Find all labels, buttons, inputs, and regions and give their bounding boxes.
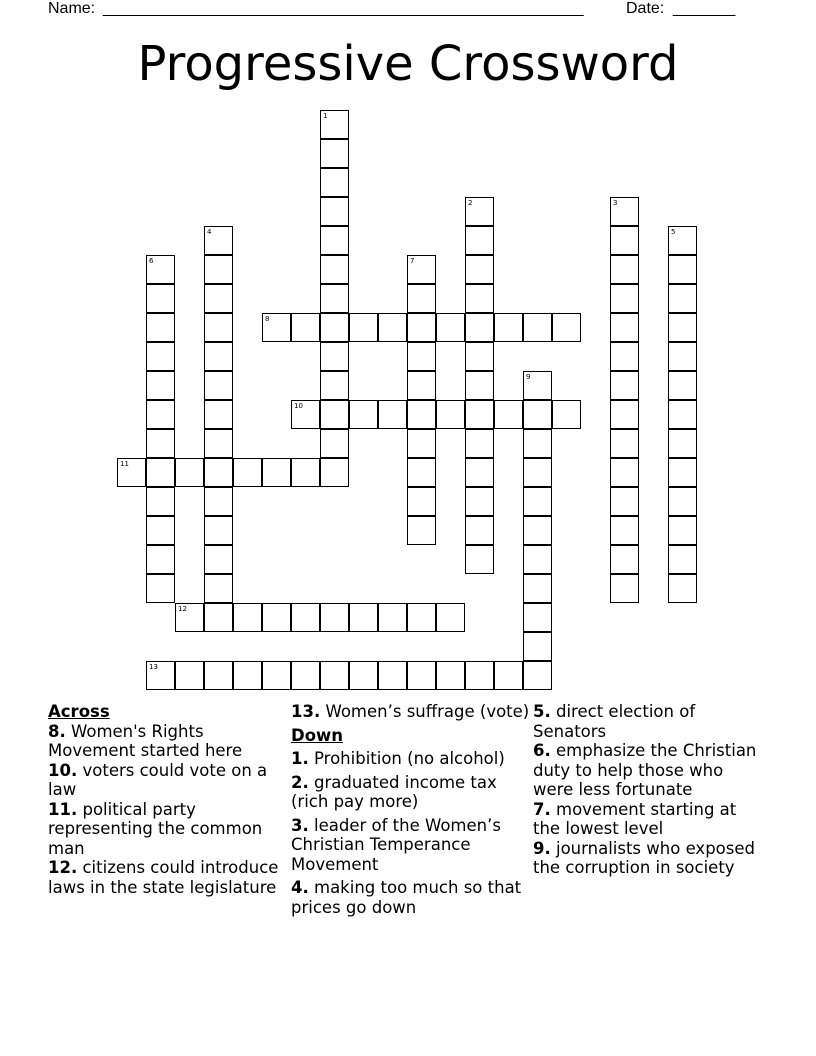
grid-cell[interactable] (349, 661, 378, 690)
grid-cell[interactable] (320, 168, 349, 197)
grid-cell[interactable] (175, 661, 204, 690)
grid-cell[interactable] (610, 400, 639, 429)
grid-cell[interactable] (204, 603, 233, 632)
grid-cell[interactable] (233, 661, 262, 690)
grid-cell[interactable] (668, 313, 697, 342)
clue-across-11: 11. political party representing the common man (48, 799, 263, 858)
grid-cell[interactable] (146, 284, 175, 313)
grid-cell[interactable] (668, 284, 697, 313)
grid-cell[interactable] (378, 603, 407, 632)
clue-number: 2 (468, 199, 473, 207)
date-label: Date: (626, 0, 665, 17)
date-field[interactable]: _______ (673, 0, 736, 17)
clue-down-2: 2. graduated income tax (rich pay more) (291, 772, 497, 811)
grid-cell[interactable] (668, 487, 697, 516)
grid-cell[interactable] (262, 458, 291, 487)
grid-cell[interactable] (523, 603, 552, 632)
grid-cell[interactable] (668, 545, 697, 574)
clue-number: 7 (410, 257, 415, 265)
across-clues-column-1 (48, 702, 288, 897)
clue-down-4: 4. making too much so that prices go down (291, 878, 522, 917)
grid-cell[interactable] (552, 400, 581, 429)
grid-cell[interactable] (436, 603, 465, 632)
grid-cell[interactable] (610, 545, 639, 574)
clue-across-12: 12. citizens could introduce laws in the state legislature (48, 858, 279, 897)
grid-cell[interactable] (204, 661, 233, 690)
grid-cell[interactable] (320, 255, 349, 284)
grid-cell[interactable] (146, 545, 175, 574)
grid-cell[interactable] (233, 458, 262, 487)
grid-cell[interactable] (146, 313, 175, 342)
clue-across-10: 10. voters could vote on a law (48, 760, 268, 799)
grid-cell[interactable] (204, 400, 233, 429)
grid-cell[interactable] (407, 313, 436, 342)
grid-cell[interactable] (291, 400, 320, 429)
clues-column-3 (533, 702, 768, 878)
grid-cell[interactable] (407, 371, 436, 400)
clue-number: 3 (613, 199, 618, 207)
grid-cell[interactable] (146, 429, 175, 458)
clue-across-8: 8. Women's Rights Movement started here (48, 721, 243, 760)
grid-cell[interactable] (465, 313, 494, 342)
grid-cell[interactable] (175, 458, 204, 487)
grid-cell[interactable] (204, 429, 233, 458)
grid-cell[interactable] (465, 458, 494, 487)
grid-cell[interactable] (610, 255, 639, 284)
grid-cell[interactable] (465, 371, 494, 400)
clue-down-3: 3. leader of the Women’s Christian Temperance Movement (291, 815, 501, 874)
grid-cell[interactable] (610, 313, 639, 342)
grid-cell[interactable] (146, 371, 175, 400)
grid-cell[interactable] (407, 284, 436, 313)
clue-down-1: 1. Prohibition (no alcohol) (291, 749, 505, 768)
grid-cell[interactable] (407, 458, 436, 487)
across-heading: Across (48, 702, 110, 721)
grid-cell[interactable] (204, 313, 233, 342)
grid-cell[interactable] (668, 255, 697, 284)
grid-cell[interactable] (378, 400, 407, 429)
grid-cell[interactable] (465, 400, 494, 429)
grid-cell[interactable] (407, 429, 436, 458)
grid-cell[interactable] (204, 545, 233, 574)
grid-cell[interactable] (291, 603, 320, 632)
clue-number: 10 (294, 402, 303, 410)
grid-cell[interactable] (494, 400, 523, 429)
grid-cell[interactable] (291, 458, 320, 487)
grid-cell[interactable] (320, 400, 349, 429)
grid-cell[interactable] (262, 661, 291, 690)
grid-cell[interactable] (320, 661, 349, 690)
clue-down-7: 7. movement starting at the lowest level (533, 799, 737, 838)
grid-cell[interactable] (436, 313, 465, 342)
grid-cell[interactable] (407, 400, 436, 429)
grid-cell[interactable] (117, 458, 146, 487)
grid-cell[interactable] (610, 284, 639, 313)
grid-cell[interactable] (523, 313, 552, 342)
grid-cell[interactable] (523, 516, 552, 545)
grid-cell[interactable] (204, 342, 233, 371)
grid-cell[interactable] (610, 458, 639, 487)
grid-cell[interactable] (610, 574, 639, 603)
grid-cell[interactable] (610, 197, 639, 226)
clue-number: 12 (178, 605, 187, 613)
grid-cell[interactable] (146, 516, 175, 545)
grid-cell[interactable] (320, 284, 349, 313)
grid-cell[interactable] (349, 603, 378, 632)
grid-cell[interactable] (291, 313, 320, 342)
grid-cell[interactable] (668, 342, 697, 371)
grid-cell[interactable] (407, 661, 436, 690)
grid-cell[interactable] (436, 400, 465, 429)
grid-cell[interactable] (552, 313, 581, 342)
grid-cell[interactable] (407, 487, 436, 516)
grid-cell[interactable] (523, 661, 552, 690)
grid-cell[interactable] (465, 661, 494, 690)
grid-cell[interactable] (146, 400, 175, 429)
grid-cell[interactable] (320, 371, 349, 400)
grid-cell[interactable] (610, 487, 639, 516)
clues-column-2 (291, 702, 531, 917)
grid-cell[interactable] (523, 545, 552, 574)
clue-across-13: 13. Women’s suffrage (vote) (291, 702, 530, 721)
grid-cell[interactable] (610, 516, 639, 545)
down-heading: Down (291, 725, 344, 745)
page-title: Progressive Crossword (137, 36, 679, 92)
grid-cell[interactable] (146, 574, 175, 603)
grid-cell[interactable] (465, 429, 494, 458)
clue-number: 9 (526, 373, 531, 381)
grid-cell[interactable] (146, 487, 175, 516)
grid-cell[interactable] (523, 632, 552, 661)
grid-cell[interactable] (291, 661, 320, 690)
grid-cell[interactable] (465, 284, 494, 313)
grid-cell[interactable] (320, 139, 349, 168)
grid-cell[interactable] (465, 342, 494, 371)
clue-number: 6 (149, 257, 154, 265)
grid-cell[interactable] (175, 603, 204, 632)
grid-cell[interactable] (668, 371, 697, 400)
grid-cell[interactable] (204, 255, 233, 284)
grid-cell[interactable] (465, 226, 494, 255)
grid-cell[interactable] (610, 429, 639, 458)
grid-cell[interactable] (233, 603, 262, 632)
grid-cell[interactable] (668, 574, 697, 603)
grid-cell[interactable] (465, 255, 494, 284)
clue-number: 8 (265, 315, 270, 323)
grid-cell[interactable] (407, 516, 436, 545)
name-label: Name: (48, 0, 96, 17)
grid-cell[interactable] (146, 342, 175, 371)
clue-number: 13 (149, 663, 158, 671)
clue-number: 4 (207, 228, 212, 236)
clue-number: 11 (120, 460, 129, 468)
grid-cell[interactable] (320, 110, 349, 139)
grid-cell[interactable] (610, 226, 639, 255)
grid-cell[interactable] (146, 458, 175, 487)
grid-cell[interactable] (349, 400, 378, 429)
grid-cell[interactable] (436, 661, 465, 690)
grid-cell[interactable] (320, 429, 349, 458)
grid-cell[interactable] (146, 255, 175, 284)
grid-cell[interactable] (320, 458, 349, 487)
grid-cell[interactable] (465, 197, 494, 226)
grid-cell[interactable] (523, 371, 552, 400)
grid-cell[interactable] (523, 400, 552, 429)
clue-down-6: 6. emphasize the Christian duty to help those who were less fortunate (533, 741, 757, 799)
grid-cell[interactable] (407, 603, 436, 632)
grid-cell[interactable] (320, 226, 349, 255)
clue-number: 1 (323, 112, 328, 120)
grid-cell[interactable] (262, 603, 291, 632)
grid-cell[interactable] (204, 574, 233, 603)
grid-cell[interactable] (349, 313, 378, 342)
grid-cell[interactable] (465, 545, 494, 574)
grid-cell[interactable] (378, 661, 407, 690)
grid-cell[interactable] (523, 487, 552, 516)
grid-cell[interactable] (146, 661, 175, 690)
grid-cell[interactable] (523, 429, 552, 458)
grid-cell[interactable] (262, 313, 291, 342)
grid-cell[interactable] (320, 197, 349, 226)
grid-cell[interactable] (494, 661, 523, 690)
clue-down-5: 5. direct election of Senators (533, 702, 696, 741)
grid-cell[interactable] (204, 284, 233, 313)
grid-cell[interactable] (668, 226, 697, 255)
grid-cell[interactable] (465, 487, 494, 516)
grid-cell[interactable] (610, 342, 639, 371)
grid-cell[interactable] (204, 371, 233, 400)
grid-cell[interactable] (494, 313, 523, 342)
grid-cell[interactable] (668, 429, 697, 458)
grid-cell[interactable] (204, 516, 233, 545)
grid-cell[interactable] (320, 313, 349, 342)
grid-cell[interactable] (610, 371, 639, 400)
grid-cell[interactable] (320, 342, 349, 371)
clue-down-9: 9. journalists who exposed the corruption in society (533, 838, 755, 877)
name-field[interactable]: ______________________________________________________ (103, 0, 584, 17)
grid-cell[interactable] (465, 516, 494, 545)
grid-cell[interactable] (378, 313, 407, 342)
grid-cell[interactable] (523, 574, 552, 603)
grid-cell[interactable] (320, 603, 349, 632)
grid-cell[interactable] (668, 458, 697, 487)
grid-cell[interactable] (523, 458, 552, 487)
grid-cell[interactable] (407, 342, 436, 371)
grid-cell[interactable] (204, 226, 233, 255)
grid-cell[interactable] (668, 400, 697, 429)
grid-cell[interactable] (204, 458, 233, 487)
clue-number: 5 (671, 228, 676, 236)
grid-cell[interactable] (407, 255, 436, 284)
grid-cell[interactable] (668, 516, 697, 545)
grid-cell[interactable] (204, 487, 233, 516)
